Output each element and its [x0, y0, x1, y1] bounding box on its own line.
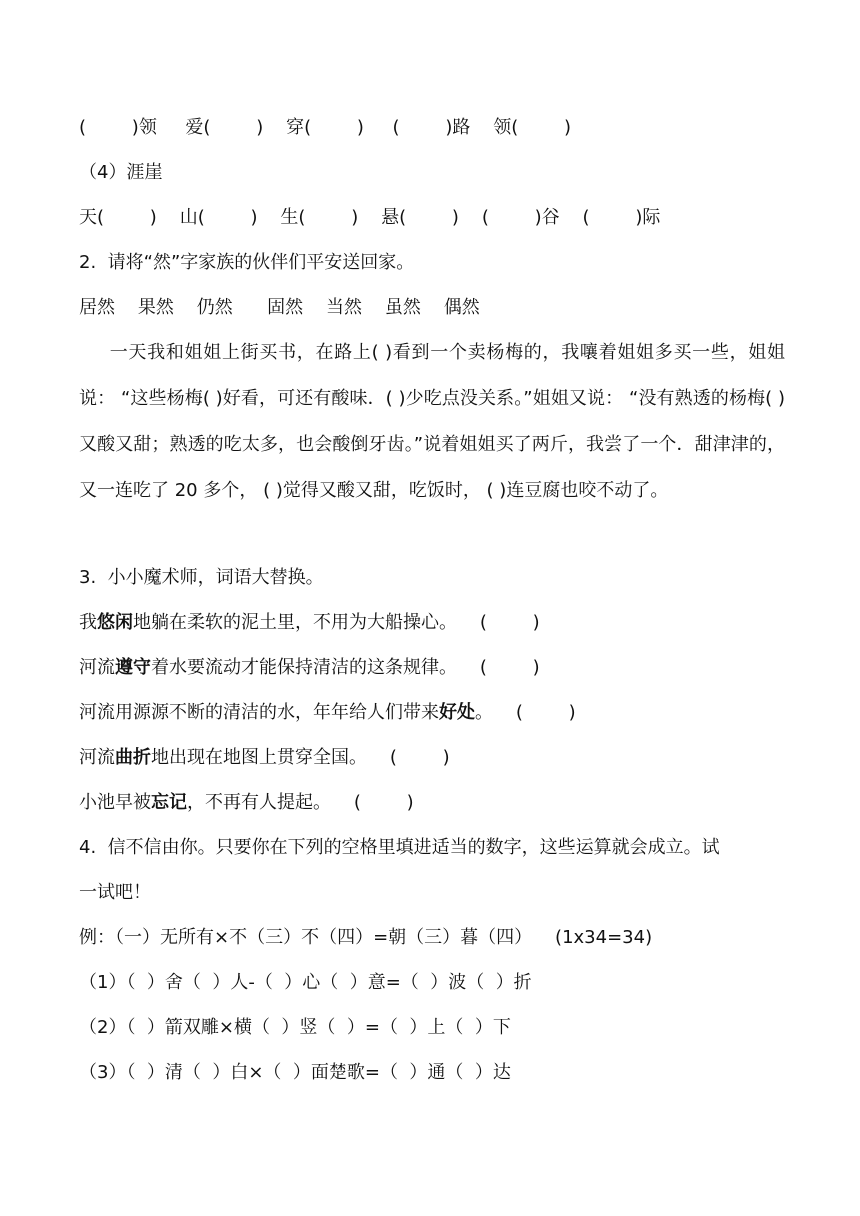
replace-sentence-2: [79, 656, 789, 680]
sentence-text: 河流: [79, 747, 115, 768]
sentence-text: 地躺在柔软的泥土里，不用为大船操心。 ( ): [133, 612, 540, 633]
sentence-text: 小池早被: [79, 792, 151, 813]
fill-blank-row-1: ( )领 爱( ) 穿( ) ( )路 领( ): [79, 117, 572, 138]
replace-sentence-3: [79, 701, 789, 725]
sentence-text: 地出现在地图上贯穿全国。 ( ): [151, 747, 450, 768]
equation-3: （3）（ ）清（ ）白×（ ）面楚歌=（ ）通（ ）达: [79, 1062, 511, 1083]
replace-sentence-5: [79, 791, 789, 815]
question-4-title-cont: 一试吧！: [79, 882, 151, 903]
subquestion-4-title: （4）涯崖: [79, 162, 163, 183]
story-paragraph: [79, 330, 785, 514]
keyword: 曲折: [115, 747, 151, 768]
word-bank: 居然 果然 仍然 固然 当然 虽然 偶然: [79, 297, 480, 318]
sentence-text: 河流用源源不断的清洁的水，年年给人们带来: [79, 702, 439, 723]
equation-2: （2）（ ）箭双雕×横（ ）竖（ ）=（ ）上（ ）下: [79, 1017, 511, 1038]
sentence-text: 着水要流动才能保持清洁的这条规律。 ( ): [151, 657, 540, 678]
keyword: 悠闲: [97, 612, 133, 633]
replace-sentence-1: [79, 611, 789, 635]
question-2-title: 2. 请将“然”字家族的伙伴们平安送回家。: [79, 252, 415, 273]
keyword: 遵守: [115, 657, 151, 678]
story-text: 一天我和姐姐上街买书，在路上( )看到一个卖杨梅的，我嚷着姐姐多买一些，姐姐说： “这些杨梅( )好看，可还有酸味．( )少吃点没关系。”姐姐又说： “没有熟透的杨梅( )又酸又甜；熟透的吃太多，也会酸倒牙齿。”说着姐姐买了两斤，我尝了一个．甜津津的，又一连吃了 20 多个， ( )觉得又酸又甜，吃饭时， ( )连豆腐也咬不动了。: [79, 342, 785, 501]
sentence-text: ，不再有人提起。 ( ): [187, 792, 414, 813]
equation-1: （1）（ ）舍（ ）人-（ ）心（ ）意=（ ）波（ ）折: [79, 972, 532, 993]
question-3-title: 3. 小小魔术师，词语大替换。: [79, 567, 324, 588]
keyword: 好处: [439, 702, 475, 723]
question-4-title: 4. 信不信由你。只要你在下列的空格里填进适当的数字，这些运算就会成立。试: [79, 837, 720, 858]
example-equation: 例：（一）无所有×不（三）不（四）=朝（三）暮（四） (1x34=34): [79, 927, 653, 948]
sentence-text: 河流: [79, 657, 115, 678]
fill-blank-row-2: 天( ) 山( ) 生( ) 悬( ) ( )谷 ( )际: [79, 207, 661, 228]
sentence-text: 我: [79, 612, 97, 633]
keyword: 忘记: [151, 792, 187, 813]
sentence-text: 。 ( ): [475, 702, 576, 723]
replace-sentence-4: [79, 746, 789, 770]
